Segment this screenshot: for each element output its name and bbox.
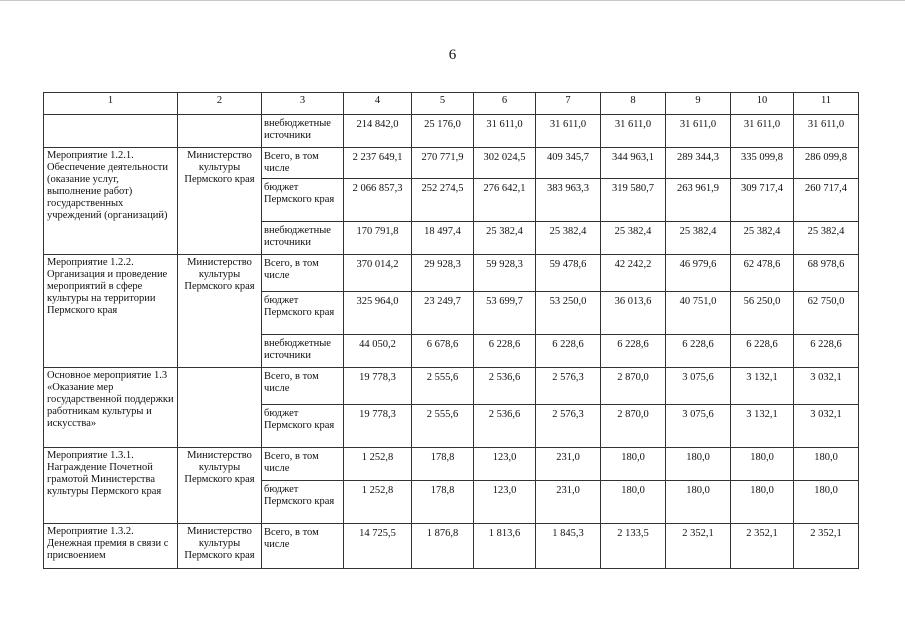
funding-source: бюджет Пермского края	[262, 179, 344, 222]
amount-cell: 3 032,1	[794, 405, 859, 448]
column-header: 11	[794, 93, 859, 115]
amount-cell: 325 964,0	[344, 292, 412, 335]
column-header: 8	[601, 93, 666, 115]
funding-source: Всего, в том числе	[262, 148, 344, 179]
amount-cell: 2 352,1	[731, 524, 794, 569]
amount-cell: 370 014,2	[344, 255, 412, 292]
amount-cell: 31 611,0	[666, 115, 731, 148]
amount-cell: 44 050,2	[344, 335, 412, 368]
amount-cell: 31 611,0	[536, 115, 601, 148]
executor-cell: Министерство культуры Пермского края	[178, 148, 262, 255]
amount-cell: 25 382,4	[666, 222, 731, 255]
amount-cell: 25 382,4	[536, 222, 601, 255]
amount-cell: 2 352,1	[666, 524, 731, 569]
amount-cell: 29 928,3	[412, 255, 474, 292]
amount-cell: 180,0	[731, 448, 794, 481]
amount-cell: 2 536,6	[474, 405, 536, 448]
amount-cell: 309 717,4	[731, 179, 794, 222]
amount-cell: 231,0	[536, 448, 601, 481]
amount-cell: 2 237 649,1	[344, 148, 412, 179]
amount-cell: 2 555,6	[412, 405, 474, 448]
amount-cell: 19 778,3	[344, 368, 412, 405]
amount-cell: 180,0	[601, 481, 666, 524]
funding-source: Всего, в том числе	[262, 448, 344, 481]
amount-cell: 14 725,5	[344, 524, 412, 569]
amount-cell: 2 555,6	[412, 368, 474, 405]
measure-name: Мероприятие 1.2.1. Обеспечение деятельности (оказание услуг, выполнение работ) государственных учреждений (организаций)	[44, 148, 178, 255]
column-header: 7	[536, 93, 601, 115]
amount-cell: 302 024,5	[474, 148, 536, 179]
amount-cell: 252 274,5	[412, 179, 474, 222]
amount-cell: 3 132,1	[731, 368, 794, 405]
executor-cell	[178, 368, 262, 448]
funding-source: внебюджетные источники	[262, 222, 344, 255]
amount-cell: 2 576,3	[536, 368, 601, 405]
amount-cell: 180,0	[731, 481, 794, 524]
amount-cell: 178,8	[412, 481, 474, 524]
amount-cell: 180,0	[666, 448, 731, 481]
amount-cell: 335 099,8	[731, 148, 794, 179]
column-header: 10	[731, 93, 794, 115]
funding-source: внебюджетные источники	[262, 115, 344, 148]
amount-cell: 6 228,6	[474, 335, 536, 368]
amount-cell: 59 928,3	[474, 255, 536, 292]
funding-source: Всего, в том числе	[262, 524, 344, 569]
amount-cell: 2 352,1	[794, 524, 859, 569]
amount-cell: 53 699,7	[474, 292, 536, 335]
amount-cell: 2 870,0	[601, 368, 666, 405]
amount-cell: 1 813,6	[474, 524, 536, 569]
column-header: 9	[666, 93, 731, 115]
amount-cell: 25 176,0	[412, 115, 474, 148]
amount-cell: 46 979,6	[666, 255, 731, 292]
funding-source: внебюджетные источники	[262, 335, 344, 368]
amount-cell: 383 963,3	[536, 179, 601, 222]
amount-cell: 6 678,6	[412, 335, 474, 368]
table-row	[44, 524, 859, 569]
amount-cell: 6 228,6	[601, 335, 666, 368]
amount-cell: 286 099,8	[794, 148, 859, 179]
amount-cell: 170 791,8	[344, 222, 412, 255]
header-row	[44, 93, 859, 115]
amount-cell: 123,0	[474, 448, 536, 481]
amount-cell: 19 778,3	[344, 405, 412, 448]
table-row	[44, 368, 859, 405]
amount-cell: 260 717,4	[794, 179, 859, 222]
amount-cell: 25 382,4	[794, 222, 859, 255]
amount-cell: 2 536,6	[474, 368, 536, 405]
amount-cell: 6 228,6	[731, 335, 794, 368]
amount-cell: 56 250,0	[731, 292, 794, 335]
amount-cell: 180,0	[794, 481, 859, 524]
measure-name: Мероприятие 1.3.2. Денежная премия в связи с присвоением	[44, 524, 178, 569]
amount-cell: 3 075,6	[666, 368, 731, 405]
amount-cell: 36 013,6	[601, 292, 666, 335]
amount-cell: 1 845,3	[536, 524, 601, 569]
column-header: 5	[412, 93, 474, 115]
amount-cell: 319 580,7	[601, 179, 666, 222]
amount-cell: 1 252,8	[344, 481, 412, 524]
amount-cell: 180,0	[666, 481, 731, 524]
amount-cell: 25 382,4	[601, 222, 666, 255]
finance-table	[43, 92, 859, 569]
amount-cell: 270 771,9	[412, 148, 474, 179]
amount-cell: 1 876,8	[412, 524, 474, 569]
table-row	[44, 148, 859, 179]
column-header: 2	[178, 93, 262, 115]
amount-cell: 180,0	[601, 448, 666, 481]
amount-cell: 6 228,6	[536, 335, 601, 368]
top-edge-line	[0, 0, 905, 1]
amount-cell: 2 066 857,3	[344, 179, 412, 222]
amount-cell: 25 382,4	[474, 222, 536, 255]
amount-cell: 1 252,8	[344, 448, 412, 481]
amount-cell: 62 478,6	[731, 255, 794, 292]
measure-name: Мероприятие 1.3.1. Награждение Почетной грамотой Министерства культуры Пермского края	[44, 448, 178, 524]
amount-cell: 2 870,0	[601, 405, 666, 448]
executor-cell: Министерство культуры Пермского края	[178, 524, 262, 569]
amount-cell: 231,0	[536, 481, 601, 524]
amount-cell: 409 345,7	[536, 148, 601, 179]
measure-name	[44, 115, 178, 148]
amount-cell: 40 751,0	[666, 292, 731, 335]
executor-cell	[178, 115, 262, 148]
amount-cell: 6 228,6	[794, 335, 859, 368]
amount-cell: 62 750,0	[794, 292, 859, 335]
funding-source: бюджет Пермского края	[262, 481, 344, 524]
amount-cell: 180,0	[794, 448, 859, 481]
column-header: 3	[262, 93, 344, 115]
executor-cell: Министерство культуры Пермского края	[178, 448, 262, 524]
column-header: 6	[474, 93, 536, 115]
page-number: 6	[448, 47, 457, 63]
funding-source: Всего, в том числе	[262, 368, 344, 405]
measure-name: Мероприятие 1.2.2. Организация и проведение мероприятий в сфере культуры на территории Пермского края	[44, 255, 178, 368]
amount-cell: 344 963,1	[601, 148, 666, 179]
amount-cell: 214 842,0	[344, 115, 412, 148]
funding-source: бюджет Пермского края	[262, 292, 344, 335]
table-row	[44, 448, 859, 481]
executor-cell: Министерство культуры Пермского края	[178, 255, 262, 368]
amount-cell: 3 075,6	[666, 405, 731, 448]
amount-cell: 2 133,5	[601, 524, 666, 569]
amount-cell: 276 642,1	[474, 179, 536, 222]
amount-cell: 42 242,2	[601, 255, 666, 292]
amount-cell: 3 132,1	[731, 405, 794, 448]
column-header: 1	[44, 93, 178, 115]
amount-cell: 68 978,6	[794, 255, 859, 292]
amount-cell: 18 497,4	[412, 222, 474, 255]
amount-cell: 31 611,0	[601, 115, 666, 148]
amount-cell: 178,8	[412, 448, 474, 481]
amount-cell: 6 228,6	[666, 335, 731, 368]
amount-cell: 2 576,3	[536, 405, 601, 448]
table-row	[44, 115, 859, 148]
amount-cell: 59 478,6	[536, 255, 601, 292]
amount-cell: 3 032,1	[794, 368, 859, 405]
amount-cell: 53 250,0	[536, 292, 601, 335]
amount-cell: 289 344,3	[666, 148, 731, 179]
column-header: 4	[344, 93, 412, 115]
amount-cell: 31 611,0	[731, 115, 794, 148]
measure-name: Основное мероприятие 1.3 «Оказание мер государственной поддержки работникам культуры и искусства»	[44, 368, 178, 448]
amount-cell: 31 611,0	[474, 115, 536, 148]
table-row	[44, 255, 859, 292]
amount-cell: 123,0	[474, 481, 536, 524]
table-body	[44, 115, 859, 569]
amount-cell: 25 382,4	[731, 222, 794, 255]
amount-cell: 263 961,9	[666, 179, 731, 222]
funding-source: Всего, в том числе	[262, 255, 344, 292]
funding-source: бюджет Пермского края	[262, 405, 344, 448]
amount-cell: 31 611,0	[794, 115, 859, 148]
amount-cell: 23 249,7	[412, 292, 474, 335]
